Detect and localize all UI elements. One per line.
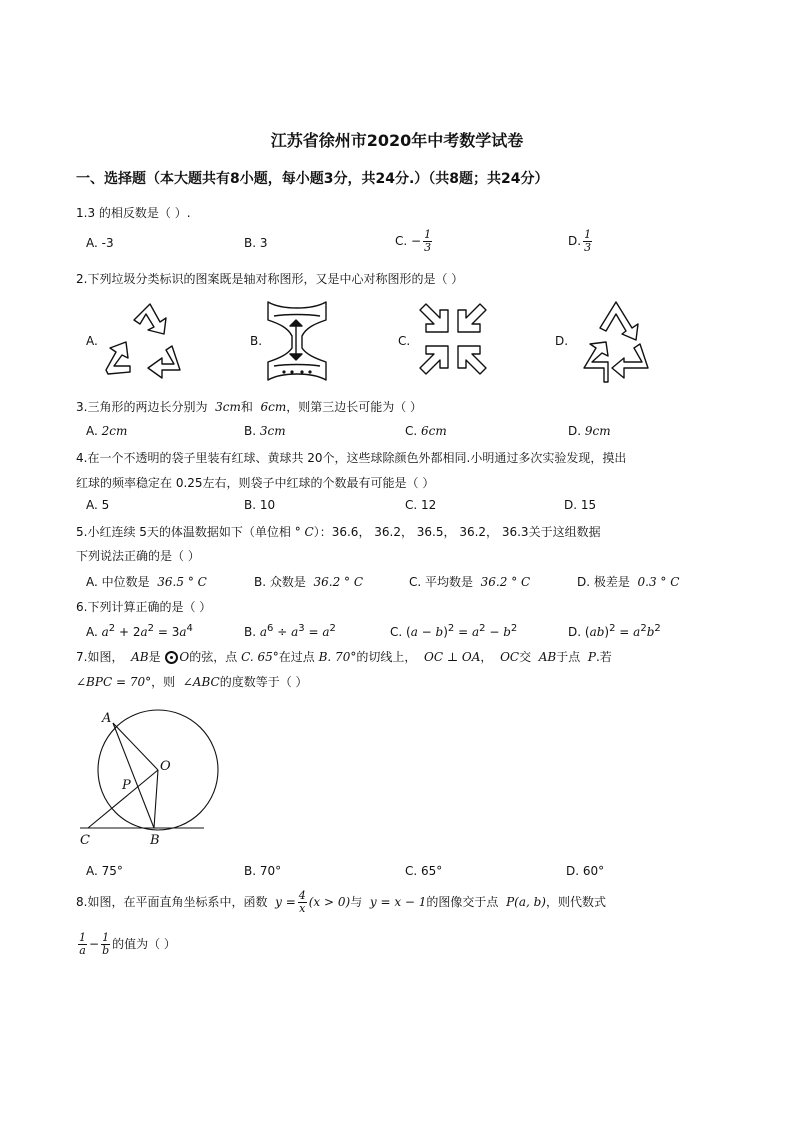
arrows-inward-icon-c <box>416 300 490 378</box>
page-title: 江苏省徐州市2020年中考数学试卷 <box>270 131 524 150</box>
chord-ab <box>113 723 154 828</box>
q4-option-c: C. 12 <box>405 498 437 512</box>
question-7-line-1: 7.如图， AB是 O的弦，点 C. 65°在过点 B. 70°的切线上， OC ⊥ OA， OC交 AB于点 P.若 <box>76 650 612 664</box>
q2-option-d-label: D. <box>555 334 569 348</box>
label-o: O <box>160 759 171 774</box>
q7-option-c: C. 65° <box>405 864 443 878</box>
question-4-line-2: 红球的频率稳定在 0.25左右，则袋子中红球的个数最有可能是（ ） <box>76 476 435 490</box>
q2-option-b-label: B. <box>250 334 263 348</box>
q1-option-a: A. -3 <box>86 236 114 250</box>
q1-option-d-fraction: $\frac{1}{3}$ <box>584 228 592 254</box>
question-4-line-1: 4.在一个不透明的袋子里装有红球、黄球共 20个，这些球除颜色外都相同.小明通过多次实验发现，摸出 <box>76 451 627 465</box>
q8-fraction-1-over-b: $\frac{1}{b}$ <box>102 931 110 957</box>
circle-dot-symbol <box>165 651 178 664</box>
q2-option-c-label: C. <box>398 334 411 348</box>
q3-option-a: A. 2cm <box>86 424 128 438</box>
q7-option-b: B. 70° <box>244 864 282 878</box>
question-8-line-1: 8.如图，在平面直角坐标系中，函数 y = $\frac{4}{x}$ (x > 0)与 y = x − 1的图像交于点 P(a, b)，则代数式 <box>76 889 606 915</box>
q5-option-b: B. 众数是 36.2 ° C <box>254 575 364 589</box>
q6-option-a: A. $a^2 + 2a^2 = 3a^4$ <box>86 623 193 639</box>
question-5-line-1: 5.小红连续 5天的体温数据如下（单位相 ° C）：36.6， 36.2， 36.5， 36.2， 36.3关于这组数据 <box>76 525 601 539</box>
q4-option-a: A. 5 <box>86 498 110 512</box>
q3-option-b: B. 3cm <box>244 424 286 438</box>
recycle-triangle-icon-a <box>100 300 186 382</box>
bin-symbol-icon-b <box>262 296 332 384</box>
question-5-line-2: 下列说法正确的是（ ） <box>76 549 200 563</box>
section-heading: 一、选择题（本大题共有8小题，每小题3分，共24分.）（共8题；共24分） <box>76 171 549 187</box>
segment-ob <box>154 770 158 828</box>
q7-option-d: D. 60° <box>566 864 605 878</box>
q4-option-d: D. 15 <box>564 498 597 512</box>
q2-option-a-label: A. <box>86 334 98 348</box>
q1-option-c <box>395 229 434 254</box>
q1-option-d-prefix: D. <box>568 234 582 248</box>
q1-option-c-prefix: C. − <box>395 234 422 248</box>
label-p: P <box>122 778 131 793</box>
recycle-y-icon-d <box>576 298 656 384</box>
q4-option-b: B. 10 <box>244 498 276 512</box>
segment-ao <box>113 723 158 770</box>
question-2-stem: 2.下列垃圾分类标识的图案既是轴对称图形，又是中心对称图形的是（ ） <box>76 272 464 286</box>
geometry-figure <box>76 705 226 850</box>
q5-option-d: D. 极差是 0.3 ° C <box>577 575 680 589</box>
q6-option-d: D. $(ab)^2 = a^2b^2$ <box>568 623 661 639</box>
question-3-stem: 3.三角形的两边长分别为 3cm和 6cm，则第三边长可能为（ ） <box>76 400 423 414</box>
q8-fraction-4-over-x: $\frac{4}{x}$ <box>298 889 306 915</box>
q7-option-a: A. 75° <box>86 864 123 878</box>
q3-option-c: C. 6cm <box>405 424 447 438</box>
question-8-line-2: $\frac{1}{a}$ − $\frac{1}{b}$ 的值为（ ） <box>79 931 176 957</box>
label-c: C <box>80 833 90 848</box>
label-b: B <box>150 833 160 848</box>
q6-option-b: B. $a^6 \div a^3 = a^2$ <box>244 623 336 639</box>
q6-option-c: C. $(a - b)^2 = a^2 - b^2$ <box>390 623 518 639</box>
question-6-stem: 6.下列计算正确的是（ ） <box>76 600 212 614</box>
question-7-line-2: ∠BPC = 70°，则 ∠ABC的度数等于（ ） <box>76 675 308 689</box>
q5-option-a: A. 中位数是 36.5 ° C <box>86 575 207 589</box>
question-1-stem: 1.3 的相反数是（ ）. <box>76 206 191 220</box>
label-a: A <box>102 711 112 726</box>
q3-option-d: D. 9cm <box>568 424 611 438</box>
q1-option-b: B. 3 <box>244 236 268 250</box>
q1-option-d <box>568 229 594 254</box>
q1-option-c-fraction: $\frac{1}{3}$ <box>424 228 432 254</box>
q5-option-c: C. 平均数是 36.2 ° C <box>409 575 531 589</box>
q8-fraction-1-over-a: $\frac{1}{a}$ <box>79 931 86 957</box>
